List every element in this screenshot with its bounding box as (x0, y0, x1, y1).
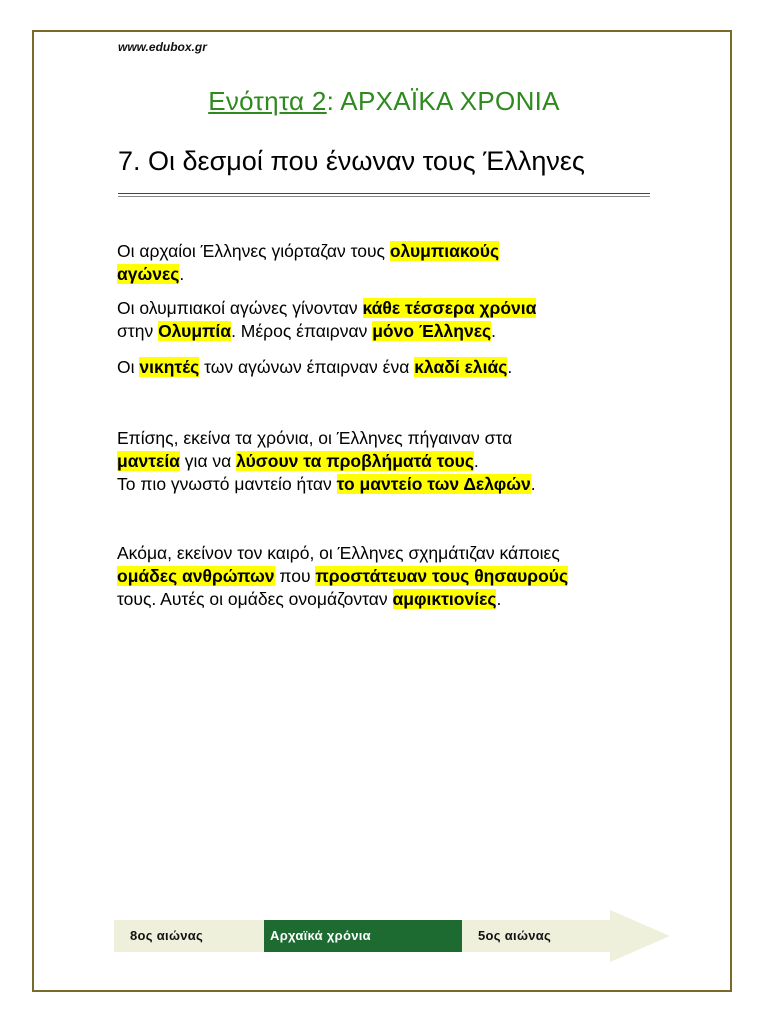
title-rule (118, 193, 650, 194)
highlighted-term: κλαδί ελιάς (414, 357, 508, 377)
highlighted-term: αγώνες (117, 264, 180, 284)
highlighted-term: λύσουν τα προβλήματά τους (236, 451, 474, 471)
unit-number: Ενότητα 2 (208, 86, 327, 116)
highlighted-term: Ολυμπία (158, 321, 232, 341)
text-run: που (274, 566, 316, 586)
highlighted-term: μόνο Έλληνες (372, 321, 492, 341)
text-run: . (530, 474, 536, 494)
text-run: . (491, 321, 496, 341)
text-line (117, 427, 677, 450)
paragraph (117, 240, 677, 286)
text-run: των αγώνων έπαιρναν ένα (199, 357, 415, 377)
highlighted-term: το μαντείο των Δελφών (336, 474, 531, 494)
text-run: . (179, 264, 185, 284)
text-line (117, 588, 677, 611)
paragraph (117, 427, 677, 496)
paragraph (117, 297, 677, 343)
highlighted-term: μαντεία (117, 451, 180, 471)
highlighted-term: νικητές (139, 357, 200, 377)
highlighted-term: κάθε τέσσερα χρόνια (362, 298, 537, 318)
timeline (114, 910, 674, 962)
text-run: . (507, 357, 513, 377)
text-line (117, 542, 677, 565)
timeline-current-label: Αρχαϊκά χρόνια (270, 928, 371, 943)
lesson-title: 7. Οι δεσμοί που ένωναν τους Έλληνες (118, 146, 585, 176)
timeline-end-label: 5ος αιώνας (478, 928, 552, 943)
text-run: Οι αρχαίοι Έλληνες γιόρταζαν τους (117, 241, 390, 261)
text-line (117, 263, 677, 286)
text-line (117, 565, 677, 588)
timeline-start-label: 8ος αιώνας (130, 928, 204, 943)
text-line (117, 356, 677, 379)
text-run: Ακόμα, εκείνον τον καιρό, οι Έλληνες σχημάτιζαν κάποιες (117, 543, 560, 563)
unit-separator: : (326, 86, 335, 116)
text-line (117, 320, 677, 343)
text-run: Το πιο γνωστό μαντείο ήταν (117, 474, 337, 494)
unit-name: ΑΡΧΑΪΚΑ ΧΡΟΝΙΑ (340, 86, 560, 116)
unit-title (0, 86, 768, 117)
text-run: στην (117, 321, 159, 341)
text-run: για να (179, 451, 237, 471)
text-run: Επίσης, εκείνα τα χρόνια, οι Έλληνες πήγαιναν στα (117, 428, 513, 448)
text-line (117, 240, 677, 263)
paragraph (117, 356, 677, 379)
text-run: τους. Αυτές οι ομάδες ονομάζονταν (117, 589, 393, 609)
title-rule-secondary (118, 196, 650, 197)
text-line (117, 297, 677, 320)
text-run: . Μέρος έπαιρναν (231, 321, 373, 341)
site-url[interactable]: www.edubox.gr (118, 40, 207, 54)
highlighted-term: ολυμπιακούς (389, 241, 500, 261)
highlighted-term: προστάτευαν τους θησαυρούς (315, 566, 569, 586)
text-run: Οι (117, 357, 140, 377)
paragraph (117, 542, 677, 611)
text-line (117, 450, 677, 473)
text-run: Οι ολυμπιακοί αγώνες γίνονταν (117, 298, 363, 318)
text-line (117, 473, 677, 496)
highlighted-term: ομάδες ανθρώπων (117, 566, 275, 586)
text-run: . (496, 589, 502, 609)
highlighted-term: αμφικτιονίες (392, 589, 497, 609)
text-run: . (473, 451, 479, 471)
